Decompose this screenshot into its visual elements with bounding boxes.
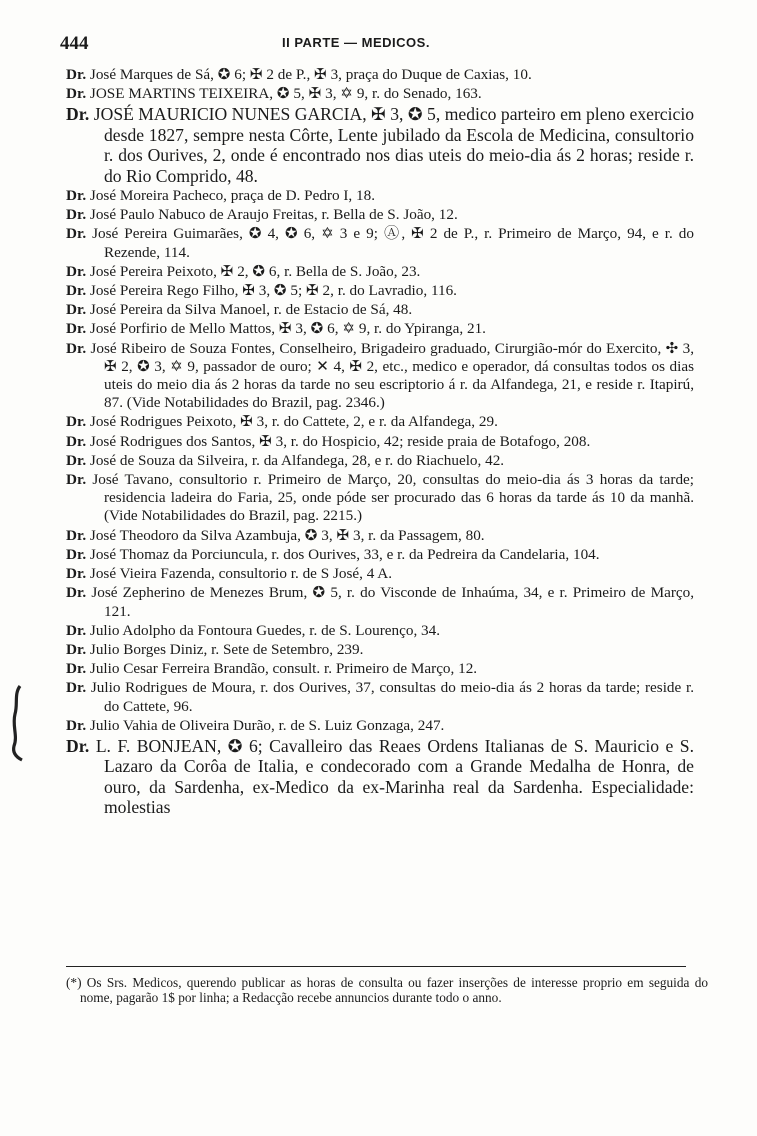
entry-text: José Rodrigues Peixoto, ✠ 3, r. do Cattete, 2, e r. da Alfandega, 29. [89,413,498,431]
entry-title-prefix: Dr. [66,339,87,357]
directory-entry [66,320,694,338]
directory-entry [66,413,694,431]
entry-title-prefix: Dr. [66,66,87,83]
entry-text: José Marques de Sá, ✪ 6; ✠ 2 de P., ✠ 3, praça do Duque de Caxias, 10. [89,66,532,83]
entry-text: L. F. BONJEAN, ✪ 6; Cavalleiro das Reaes Ordens Italianas de S. Mauricio e S. Lazaro da Corôa de Italia, e condecorado com a Grande Medalha de Honra, de ouro, da Sardenha, ex-Medico da ex-Marinha real da Sardenha. Especialidade: molestias [95,735,694,818]
directory-entry [66,546,694,564]
directory-entry [66,565,694,583]
entry-text: José Zepherino de Menezes Brum, ✪ 5, r. do Visconde de Inhaúma, 34, e r. Primeiro de Março, 121. [91,584,695,620]
directory-entry [66,584,694,620]
entry-text: José Ribeiro de Souza Fontes, Conselheiro, Brigadeiro graduado, Cirurgião-mór do Exercito, ✣ 3, ✠ 2, ✪ 3, ✡ 9, passador de ouro; ✕ 4, ✠ 2, etc., medico e operador, dá consultas todos os dias uteis do meio dia ás 2 horas da tarde no seu escriptorio á r. da Alfandega, 21, e reside r. Itapirú, 87. (Vide Notabilidades do Brazil, pag. 2346.) [90,339,695,412]
directory-entry [66,471,694,526]
page-number: 444 [60,33,89,54]
entry-title-prefix: Dr. [66,225,87,243]
footnote-rule [66,966,686,967]
entry-title-prefix: Dr. [66,640,87,658]
entry-title-prefix: Dr. [66,301,87,319]
directory-entry [66,206,694,224]
directory-entry [66,301,694,319]
directory-entry [66,85,694,103]
entry-title-prefix: Dr. [66,471,87,489]
entry-text: Julio Rodrigues de Moura, r. dos Ourives, 37, consultas do meio-dia ás 2 horas da tarde; reside r. do Cattete, 96. [90,679,695,715]
entry-title-prefix: Dr. [66,526,87,544]
entry-text: JOSE MARTINS TEIXEIRA, ✪ 5, ✠ 3, ✡ 9, r. do Senado, 163. [89,85,482,103]
entry-title-prefix: Dr. [66,262,87,280]
entry-text: Julio Vahia de Oliveira Durão, r. de S. Luiz Gonzaga, 247. [89,716,445,734]
directory-entry [66,340,694,413]
entry-title-prefix: Dr. [66,565,87,583]
directory-entry [66,452,694,470]
entry-title-prefix: Dr. [66,187,87,205]
entry-title-prefix: Dr. [66,735,90,756]
entry-title-prefix: Dr. [66,432,87,450]
footnote: (*) Os Srs. Medicos, querendo publicar as horas de consulta ou fazer inserções de interesse proprio em seguida do nome, pagarão 1$ por linha; a Redacção recebe annuncios durante todo o anno. [66,975,708,1006]
entry-title-prefix: Dr. [66,621,87,639]
directory-entry [66,282,694,300]
entry-title-prefix: Dr. [66,451,87,469]
entry-text: José Pereira Peixoto, ✠ 2, ✪ 6, r. Bella de S. João, 23. [89,262,421,280]
entry-title-prefix: Dr. [66,413,87,431]
entry-text: José de Souza da Silveira, r. da Alfandega, 28, e r. do Riachuelo, 42. [89,451,505,469]
entry-title-prefix: Dr. [66,716,87,734]
entry-title-prefix: Dr. [66,206,87,224]
directory-entry [66,641,694,659]
entry-text: José Tavano, consultorio r. Primeiro de Março, 20, consultas do meio-dia ás 3 horas da tarde; residencia ladeira do Faria, 25, onde póde ser procurado das 6 horas da tarde ás 10 da manhã. (Vide Notabilidades do Brazil, pag. 2215.) [92,471,694,525]
directory-entry [66,433,694,451]
page-header [60,33,700,55]
directory-entry [66,66,694,84]
entry-text: Julio Cesar Ferreira Brandão, consult. r. Primeiro de Março, 12. [89,660,478,678]
entry-list [66,66,694,819]
entry-title-prefix: Dr. [66,660,87,678]
entry-text: José Porfirio de Mello Mattos, ✠ 3, ✪ 6, ✡ 9, r. do Ypiranga, 21. [89,320,486,338]
directory-entry [66,736,694,818]
entry-text: José Theodoro da Silva Azambuja, ✪ 3, ✠ 3, r. da Passagem, 80. [89,526,485,544]
directory-entry [66,225,694,261]
entry-text: José Pereira Guimarães, ✪ 4, ✪ 6, ✡ 3 e 9; Ⓐ, ✠ 2 de P., r. Primeiro de Março, 94, e r. do Rezende, 114. [92,225,694,261]
directory-entry [66,187,694,205]
entry-title-prefix: Dr. [66,104,90,125]
entry-text: Julio Adolpho da Fontoura Guedes, r. de S. Lourenço, 34. [89,621,441,639]
entry-title-prefix: Dr. [66,679,87,697]
entry-text: José Pereira Rego Filho, ✠ 3, ✪ 5; ✠ 2, r. do Lavradio, 116. [89,282,457,300]
entry-title-prefix: Dr. [66,584,87,602]
directory-entry [66,263,694,281]
directory-entry [66,717,694,735]
directory-entry [66,660,694,678]
directory-entry [66,622,694,640]
margin-bracket-mark [6,684,28,762]
directory-entry [66,527,694,545]
entry-title-prefix: Dr. [66,545,87,563]
entry-title-prefix: Dr. [66,320,87,338]
directory-entry [66,679,694,715]
entry-text: José Vieira Fazenda, consultorio r. de S José, 4 A. [89,565,393,583]
entry-title-prefix: Dr. [66,85,87,103]
entry-text: José Rodrigues dos Santos, ✠ 3, r. do Hospicio, 42; reside praia de Botafogo, 208. [89,432,591,450]
entry-title-prefix: Dr. [66,282,87,300]
running-head: II PARTE — MEDICOS. [282,35,430,50]
directory-entry [66,104,694,186]
entry-text: JOSÉ MAURICIO NUNES GARCIA, ✠ 3, ✪ 5, medico parteiro em pleno exercicio desde 1827, sempre nesta Côrte, Lente jubilado da Escola de Medicina, consultorio r. dos Ourives, 2, onde é encontrado nos dias uteis do meio-dia ás 2 horas; reside r. do Rio Comprido, 48. [93,104,695,186]
entry-text: José Thomaz da Porciuncula, r. dos Ourives, 33, e r. da Pedreira da Candelaria, 104. [89,545,600,563]
entry-text: José Moreira Pacheco, praça de D. Pedro I, 18. [89,187,376,205]
entry-text: José Paulo Nabuco de Araujo Freitas, r. Bella de S. João, 12. [89,206,458,224]
entry-text: Julio Borges Diniz, r. Sete de Setembro, 239. [89,640,364,658]
entry-text: José Pereira da Silva Manoel, r. de Estacio de Sá, 48. [89,301,413,319]
